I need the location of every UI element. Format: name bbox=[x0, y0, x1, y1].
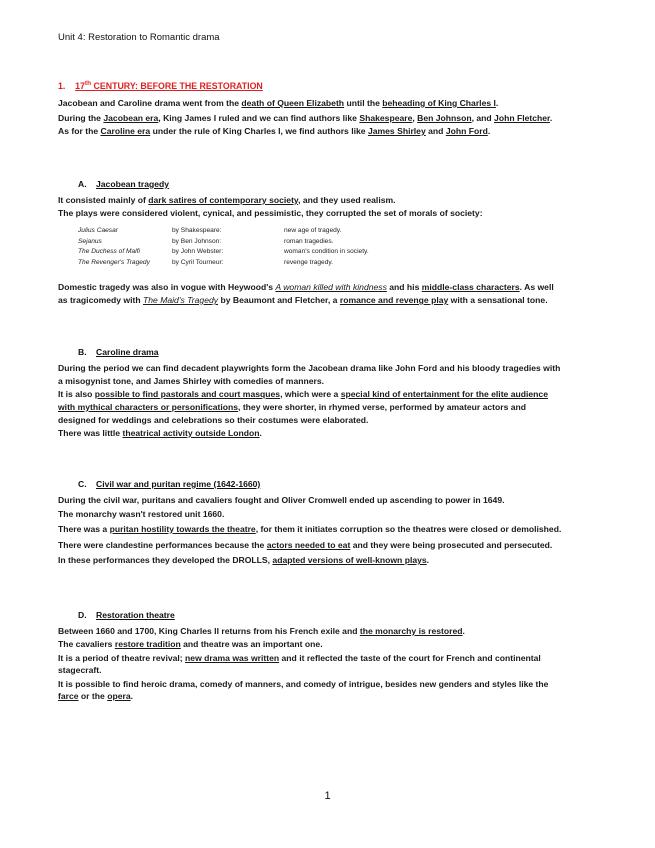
sd-line-6: farce or the opera. bbox=[58, 691, 133, 701]
section-c-heading bbox=[78, 479, 260, 489]
section-d-title: Restoration theatre bbox=[96, 610, 175, 620]
title-century: 17 bbox=[75, 80, 85, 91]
section-1-title bbox=[75, 81, 263, 91]
sb-line-4: with mythical characters or personifications, they were shorter, in rhymed verse, performed by amateur actors and bbox=[58, 402, 527, 412]
section-a-heading bbox=[78, 179, 169, 189]
section-c-number: C. bbox=[78, 479, 87, 489]
sd-line-5: It is possible to find heroic drama, comedy of manners, and comedy of intrigue, besides new genders and styles like the bbox=[58, 679, 549, 689]
sa-line-2: The plays were considered violent, cynical, and pessimistic, they corrupted the set of morals of society: bbox=[58, 208, 483, 218]
section-1-number: 1. bbox=[58, 80, 66, 91]
section-b-title: Caroline drama bbox=[96, 347, 159, 357]
sb-line-2: a misogynist tone, and James Shirley with comedies of manners. bbox=[58, 376, 325, 386]
table-row: Julius Caesar by Shakespeare: new age of tragedy. bbox=[78, 227, 342, 234]
sb-line-3: It is also possible to find pastorals and court masques, which were a special kind of entertainment for the elite audience bbox=[58, 389, 548, 399]
sd-line-4: stagecraft. bbox=[58, 665, 102, 675]
section-b-number: B. bbox=[78, 347, 87, 357]
sc-line-5: In these performances they developed the DROLLS, adapted versions of well-known plays. bbox=[58, 555, 430, 565]
plays-table bbox=[78, 226, 484, 268]
section-a-title: Jacobean tragedy bbox=[96, 179, 170, 189]
s1-line-2: During the Jacobean era, King James I ruled and we can find authors like Shakespeare, Ben Johnson, and John Fletcher. bbox=[58, 113, 553, 123]
section-1-heading bbox=[58, 80, 263, 91]
title-sup: th bbox=[84, 80, 92, 87]
table-row: The Revenger's Tragedy by Cyril Tourneur: revenge tragedy. bbox=[78, 258, 333, 266]
section-d-number: D. bbox=[78, 610, 87, 620]
s1-line-3: As for the Caroline era under the rule of King Charles I, we find authors like James Shirley and John Ford. bbox=[58, 126, 491, 136]
sc-line-1: During the civil war, puritans and cavaliers fought and Oliver Cromwell ended up ascending to power in 1649. bbox=[58, 495, 505, 505]
page-number: 1 bbox=[324, 790, 331, 802]
page-header: Unit 4: Restoration to Romantic drama bbox=[58, 32, 220, 43]
table-row: Sejanus by Ben Johnson: roman tragedies. bbox=[78, 237, 334, 245]
sc-line-4: There were clandestine performances because the actors needed to eat and they were being prosecuted and persecuted. bbox=[58, 540, 553, 550]
sb-line-6: There was little theatrical activity outside London. bbox=[58, 428, 262, 438]
section-b-heading bbox=[78, 347, 159, 357]
table-row: The Duchess of Malfi by John Webster: woman's condition in society. bbox=[78, 248, 369, 255]
section-a-number: A. bbox=[78, 179, 87, 189]
sa-line-3: Domestic tragedy was also in vogue with Heywood's A woman killed with kindness and his middle-class characters. As well bbox=[58, 282, 554, 292]
s1-line-1: Jacobean and Caroline drama went from the death of Queen Elizabeth until the beheading of King Charles I. bbox=[58, 98, 499, 108]
sb-line-5: designed for weddings and celebrations so their costumes were elaborated. bbox=[58, 415, 369, 425]
sc-line-2: The monarchy wasn't restored unit 1660. bbox=[58, 509, 225, 519]
section-d-heading bbox=[78, 610, 175, 620]
sd-line-3: It is a period of theatre revival; new drama was written and it reflected the taste of the court for French and continental bbox=[58, 653, 541, 663]
sa-line-1: It consisted mainly of dark satires of contemporary society, and they used realism. bbox=[58, 195, 396, 205]
sd-line-2: The cavaliers restore tradition and theatre was an important one. bbox=[58, 639, 323, 649]
sa-line-4: as tragicomedy with The Maid's Tragedy by Beaumont and Fletcher, a romance and revenge play with a sensational tone. bbox=[58, 295, 548, 305]
sc-line-3: There was a puritan hostility towards the theatre, for them it initiates corruption so the theatres were closed or demolished. bbox=[58, 524, 562, 534]
sd-line-1: Between 1660 and 1700, King Charles II returns from his French exile and the monarchy is restored. bbox=[58, 626, 465, 636]
section-c-title: Civil war and puritan regime (1642-1660) bbox=[96, 479, 261, 489]
title-rest: CENTURY: BEFORE THE RESTORATION bbox=[91, 80, 263, 91]
sb-line-1: During the period we can find decadent playwrights form the Jacobean drama like John Ford and his bloody tragedies with bbox=[58, 363, 561, 373]
